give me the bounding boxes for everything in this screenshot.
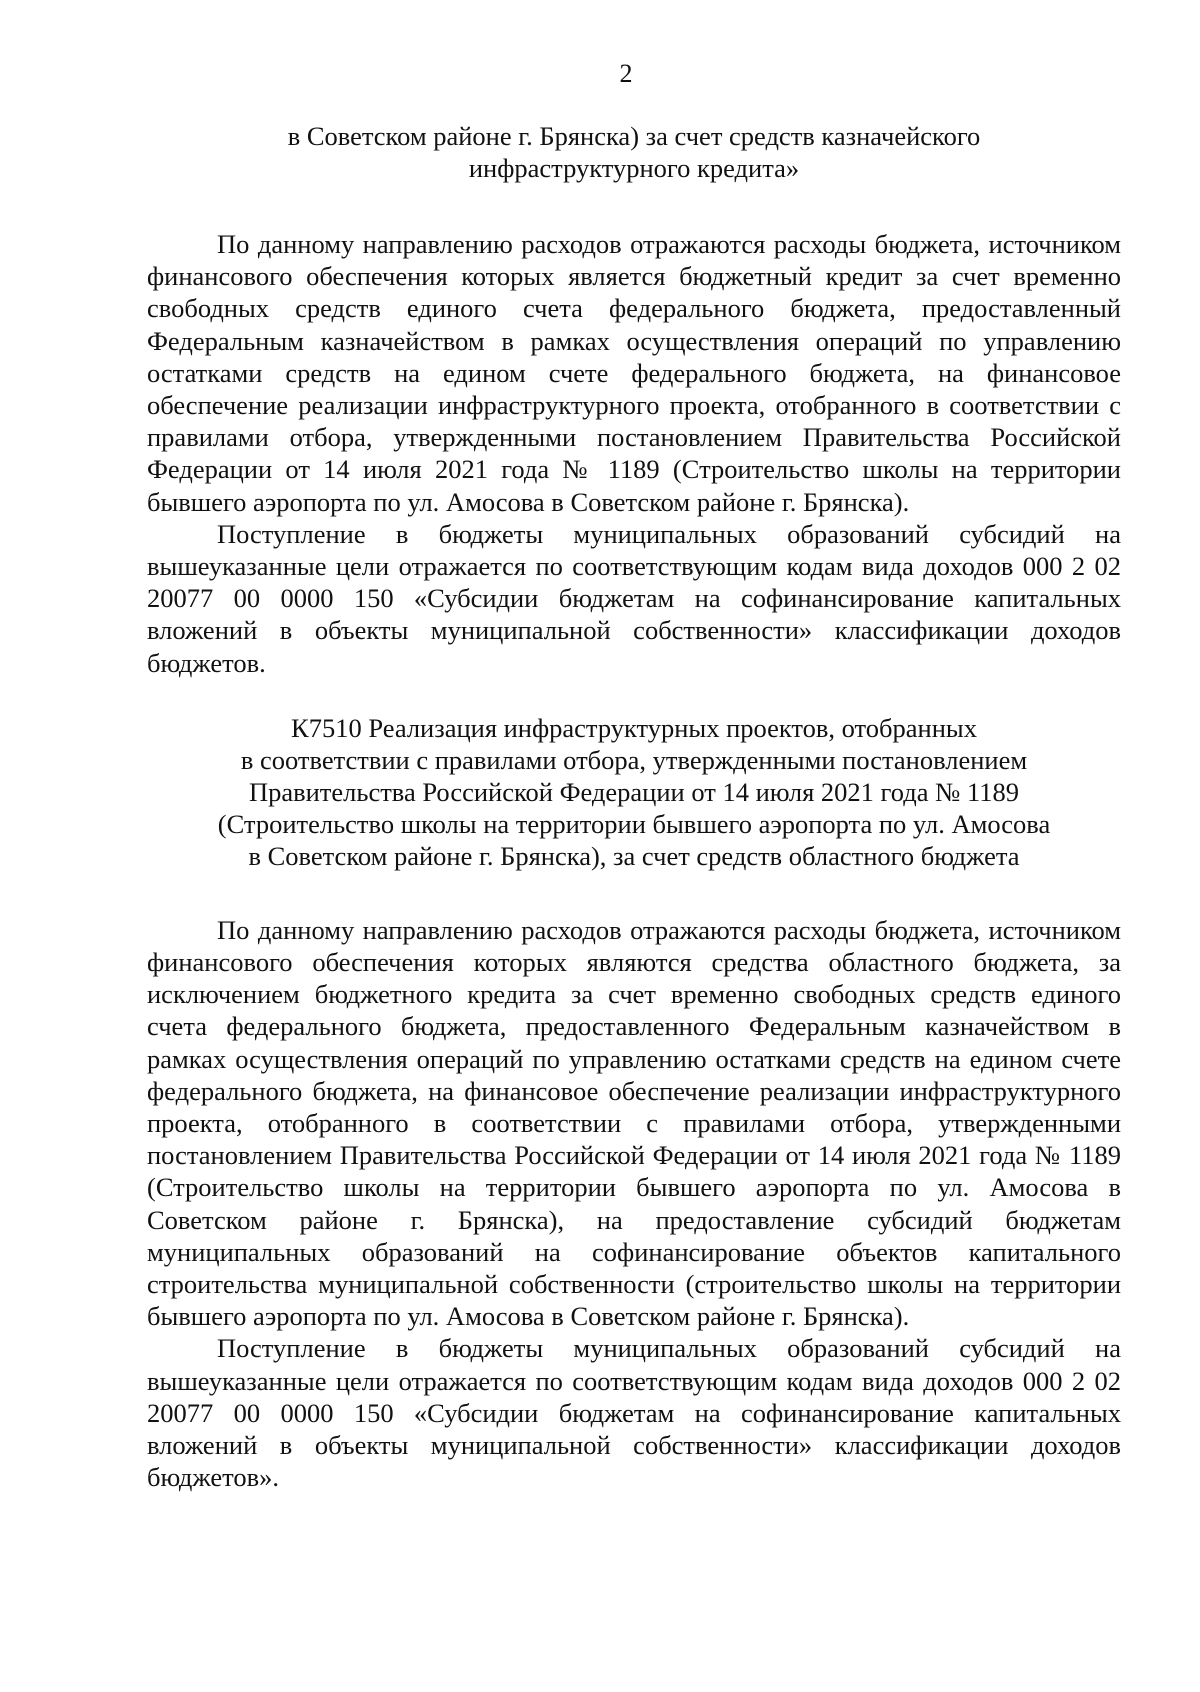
document-body xyxy=(147,120,1121,1494)
spacer xyxy=(147,184,1121,228)
paragraph: По данному направлению расходов отражаются расходы бюджета, источником финансового обеспечения которых являются средства областного бюджета, за исключением бюджетного кредита за счет временно свободных средств единого счета федерального бюджета, предоставленного Федеральным казначейством в рамках осуществления операций по управлению остатками средств на едином счете федерального бюджета, на финансовое обеспечение реализации инфраструктурного проекта, отобранного в соответствии с правилами отбора, утвержденными постановлением Правительства Российской Федерации от 14 июля 2021 года № 1189 (Строительство школы на территории бывшего аэропорта по ул. Амосова в Советском районе г. Брянска), на предоставление субсидий бюджетам муниципальных образований на софинансирование объектов капитального строительства муниципальной собственности (строительство школы на территории бывшего аэропорта по ул. Амосова в Советском районе г. Брянска). xyxy=(147,914,1121,1332)
heading-line: в Советском районе г. Брянска) за счет средств казначейского xyxy=(287,121,981,151)
section-heading-k7510 xyxy=(147,712,1121,872)
heading-line: К7510 Реализация инфраструктурных проектов, отобранных xyxy=(291,712,977,743)
page-number: 2 xyxy=(619,59,633,88)
paragraph: По данному направлению расходов отражаются расходы бюджета, источником финансового обеспечения которых является бюджетный кредит за счет временно свободных средств единого счета федерального бюджета, предоставленный Федеральным казначейством в рамках осуществления операций по управлению остатками средств на едином счете федерального бюджета, на финансовое обеспечение реализации инфраструктурного проекта, отобранного в соответствии с правилами отбора, утвержденными постановлением Правительства Российской Федерации от 14 июля 2021 года № 1189 (Строительство школы на территории бывшего аэропорта по ул. Амосова в Советском районе г. Брянска). xyxy=(147,229,1121,517)
heading-line: Правительства Российской Федерации от 14 июля 2021 года № 1189 xyxy=(248,776,1020,807)
heading-continued xyxy=(147,120,1121,184)
spacer xyxy=(147,679,1121,712)
paragraph: Поступление в бюджеты муниципальных образований субсидий на вышеуказанные цели отражается по соответствующим кодам вида доходов 000 2 02 20077 00 0000 150 «Субсидии бюджетам на софинансирование капитальных вложений в объекты муниципальной собственности» классификации доходов бюджетов. xyxy=(147,518,1121,678)
paragraph: Поступление в бюджеты муниципальных образований субсидий на вышеуказанные цели отражается по соответствующим кодам вида доходов 000 2 02 20077 00 0000 150 «Субсидии бюджетам на софинансирование капитальных вложений в объекты муниципальной собственности» классификации доходов бюджетов». xyxy=(147,1333,1121,1493)
heading-line: в Советском районе г. Брянска), за счет средств областного бюджета xyxy=(248,840,1020,871)
heading-line: (Строительство школы на территории бывшего аэропорта по ул. Амосова xyxy=(217,808,1051,839)
heading-line: инфраструктурного кредита» xyxy=(468,153,800,183)
heading-line: в соответствии с правилами отбора, утвержденными постановлением xyxy=(240,744,1028,775)
spacer xyxy=(147,872,1121,914)
